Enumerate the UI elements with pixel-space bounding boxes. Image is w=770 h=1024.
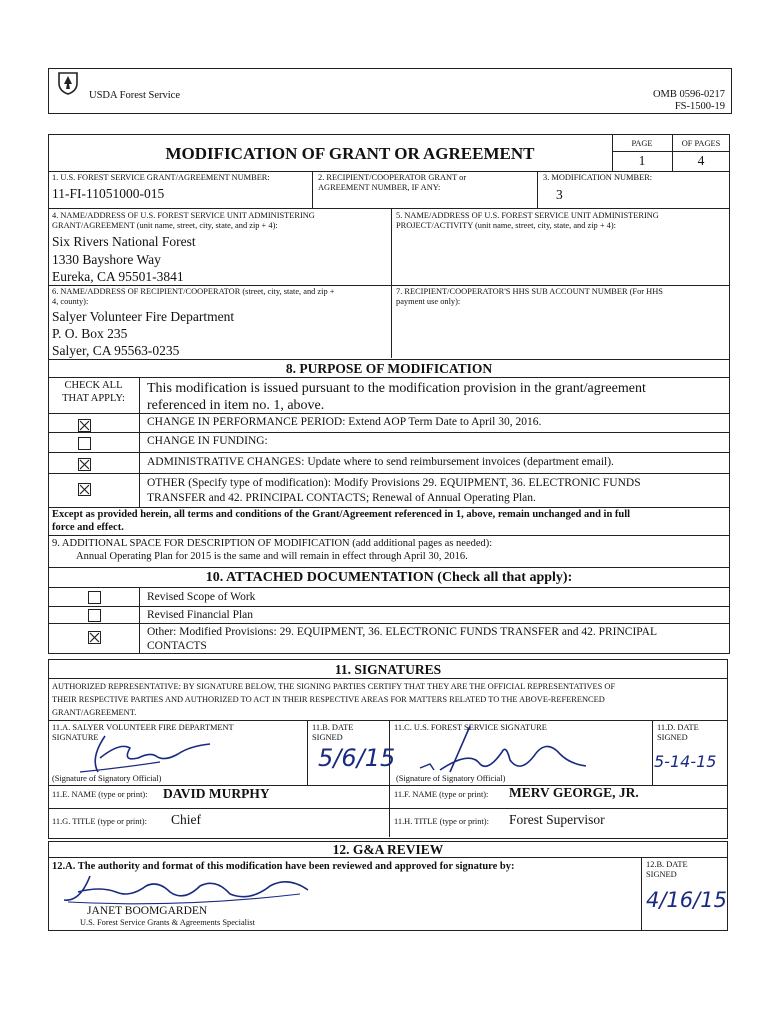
ga-date-value: 4/16/15 [646,888,727,912]
sig-a-sublabel: (Signature of Signatory Official) [52,774,162,783]
attachment-scope-of-work: Revised Scope of Work [147,591,256,603]
checkbox-administrative[interactable] [78,458,91,471]
ga-review-label: 12.A. The authority and format of this modification have been reviewed and approved for signature by: [52,861,515,872]
name-f-label: 11.F. NAME (type or print): [394,790,489,799]
page-number: 1 [638,153,646,168]
ga-specialist-title: U.S. Forest Service Grants & Agreements Specialist [80,918,255,927]
form-number: FS-1500-19 [674,101,725,112]
sig-c-sublabel: (Signature of Signatory Official) [396,774,506,783]
checkbox-performance-period[interactable] [78,419,91,432]
purpose-item-performance-period: CHANGE IN PERFORMANCE PERIOD: Extend AOP Term Date to April 30, 2016. [147,416,542,428]
form-header [48,68,732,114]
recipient-line-2: P. O. Box 235 [52,326,128,341]
purpose-item-other-1: OTHER (Specify type of modification): Modify Provisions 29. EQUIPMENT, 36. ELECTRONIC FUNDS [147,477,641,489]
title-h-value: Forest Supervisor [509,812,605,827]
sig-d-date: 5-14-15 [654,752,717,771]
box5-label-2: PROJECT/ACTIVITY (unit name, street, city, state, and zip + 4): [396,221,616,230]
recipient-line-3: Salyer, CA 95563-0235 [52,343,180,358]
fs-unit-line-3: Eureka, CA 95501-3841 [52,269,184,284]
name-f-value: MERV GEORGE, JR. [509,785,639,800]
name-e-value: DAVID MURPHY [163,786,270,801]
attachment-other-2: CONTACTS [147,640,207,652]
attachment-checkbox-scope[interactable] [88,591,101,604]
sig-b-label-2: SIGNED [312,733,343,742]
agreement-number: 11-FI-11051000-015 [52,186,165,201]
box7-label-2: payment use only): [396,297,461,306]
sig-d-label-1: 11.D. DATE [657,723,699,732]
authorized-rep-1: AUTHORIZED REPRESENTATIVE: BY SIGNATURE BELOW, THE SIGNING PARTIES CERTIFY THAT THEY ARE THE OFFICIAL REPRESENTATIVES OF [52,682,616,691]
of-pages-label: OF PAGES [681,139,721,148]
box3-label: 3. MODIFICATION NUMBER: [543,173,653,182]
usda-forest-service-shield-icon [57,71,79,95]
title-g-value: Chief [171,812,201,827]
box7-label-1: 7. RECIPIENT/COOPERATOR'S HHS SUB ACCOUNT NUMBER (For HHS [396,287,663,296]
fs-unit-line-2: 1330 Bayshore Way [52,252,161,267]
attachment-checkbox-financial[interactable] [88,609,101,622]
except-clause-2: force and effect. [52,522,124,533]
sig-a-label-2: SIGNATURE [52,733,99,742]
section-11-heading: 11. SIGNATURES [334,662,442,677]
box2-label-1: 2. RECIPIENT/COOPERATOR GRANT or [318,173,467,182]
section-12-heading: 12. G&A REVIEW [332,842,444,857]
omb-number: OMB 0596-0217 [652,89,725,100]
authorized-rep-3: GRANT/AGREEMENT. [52,708,137,717]
purpose-item-other-2: TRANSFER and 42. PRINCIPAL CONTACTS; Renewal of Annual Operating Plan. [147,492,536,504]
recipient-line-1: Salyer Volunteer Fire Department [52,309,235,324]
attachment-other-1: Other: Modified Provisions: 29. EQUIPMENT, 36. ELECTRONIC FUNDS TRANSFER and 42. PRINCIPAL [147,626,657,638]
purpose-item-funding: CHANGE IN FUNDING: [147,435,268,447]
checkbox-funding[interactable] [78,437,91,450]
sig-d-label-2: SIGNED [657,733,688,742]
purpose-intro-2: referenced in item no. 1, above. [147,398,325,413]
fs-unit-line-1: Six Rivers National Forest [52,234,196,249]
check-all-label: CHECK ALL [64,380,123,391]
box6-label-1: 6. NAME/ADDRESS OF RECIPIENT/COOPERATOR (street, city, state, and zip + [52,287,335,296]
sig-c-label: 11.C. U.S. FOREST SERVICE SIGNATURE [394,723,547,732]
sig-b-label-1: 11.B. DATE [312,723,354,732]
ga-date-label-1: 12.B. DATE [646,860,688,869]
attachment-checkbox-other[interactable] [88,631,101,644]
sig-b-date: 5/6/15 [318,744,396,772]
section-10-heading: 10. ATTACHED DOCUMENTATION (Check all that apply): [205,570,573,585]
title-h-label: 11.H. TITLE (type or print): [394,817,489,826]
sig-a-label-1: 11.A. SALYER VOLUNTEER FIRE DEPARTMENT [52,723,234,732]
recipient-signature [60,728,240,778]
ga-specialist-name: JANET BOOMGARDEN [87,905,208,917]
that-apply-label: THAT APPLY: [62,393,125,404]
authorized-rep-2: THEIR RESPECTIVE PARTIES AND AUTHORIZED TO ACT IN THEIR RESPECTIVE AREAS FOR MATTERS RELATED TO THE ABOVE-REFERENCED [52,695,605,704]
total-pages: 4 [697,153,705,168]
agency-name: USDA Forest Service [89,90,180,101]
attachment-financial-plan: Revised Financial Plan [147,609,254,621]
except-clause-1: Except as provided herein, all terms and conditions of the Grant/Agreement referenced in 1, above, remain unchanged and in full [52,509,631,520]
form-title: MODIFICATION OF GRANT OR AGREEMENT [165,144,535,163]
title-g-label: 11.G. TITLE (type or print): [52,817,147,826]
ga-date-label-2: SIGNED [646,870,677,879]
box4-label-1: 4. NAME/ADDRESS OF U.S. FOREST SERVICE UNIT ADMINISTERING [52,211,315,220]
usda-logo-text [60,73,71,77]
section-9-text: Annual Operating Plan for 2015 is the same and will remain in effect through April 30, 2016. [76,551,468,562]
name-e-label: 11.E. NAME (type or print): [52,790,148,799]
box1-label: 1. U.S. FOREST SERVICE GRANT/AGREEMENT NUMBER: [52,173,270,182]
section-8-heading: 8. PURPOSE OF MODIFICATION [285,361,493,376]
box5-label-1: 5. NAME/ADDRESS OF U.S. FOREST SERVICE UNIT ADMINISTERING [396,211,659,220]
forest-service-signature [410,724,610,776]
box6-label-2: 4, county): [52,297,89,306]
checkbox-other[interactable] [78,483,91,496]
purpose-item-administrative: ADMINISTRATIVE CHANGES: Update where to send reimbursement invoices (department email). [147,456,614,468]
modification-number: 3 [556,187,563,202]
box2-label-2: AGREEMENT NUMBER, IF ANY: [318,183,441,192]
purpose-intro-1: This modification is issued pursuant to the modification provision in the grant/agreement [147,381,646,396]
section-9-label: 9. ADDITIONAL SPACE FOR DESCRIPTION OF MODIFICATION (add additional pages as needed): [52,538,493,549]
page-label: PAGE [631,139,653,148]
box4-label-2: GRANT/AGREEMENT (unit name, street, city, state, and zip + 4): [52,221,278,230]
